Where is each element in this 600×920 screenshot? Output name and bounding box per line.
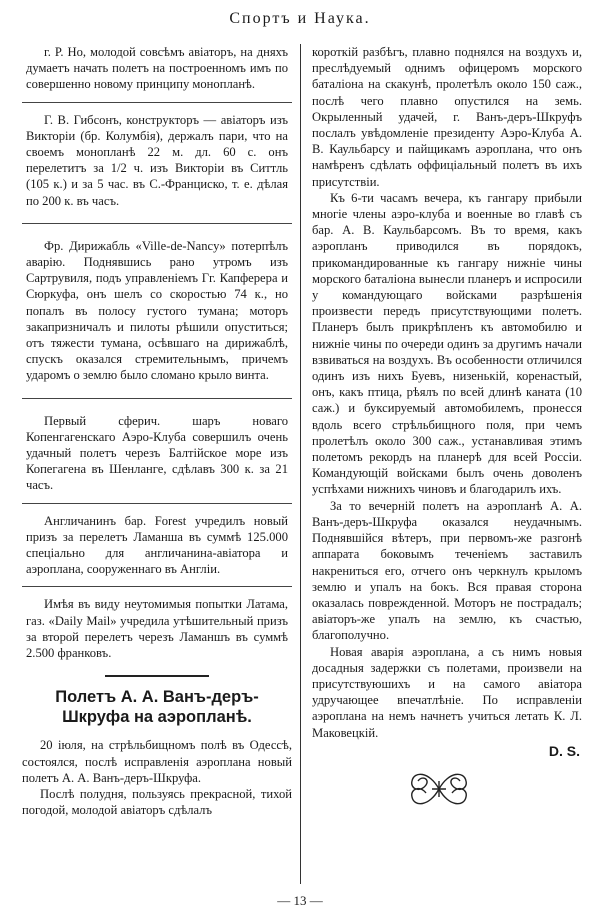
column-divider xyxy=(300,44,301,884)
article-paragraph: Новая аварія аэроплана, а съ нимъ новыя досадныя задержки съ полетами, произвели на присутствуюшихъ и на самого авіатора удручающее впечатлѣніе. По исправленіи аэроплана на немъ начнетъ учиться летать К. Л. Маковецкій. xyxy=(312,644,582,740)
page-number: — 13 — xyxy=(277,893,323,908)
news-item-ville-de-nancy: Фр. Дирижабль «Ville-de-Nancy» потерпѣлъ аварію. Поднявшись рано утромъ изъ Сартрувиля, подъ управленіемъ Гг. Капферера и Сюркуфа, онъ шелъ со скоростью 74 к., но попалъ въ полосу густого тумана; моторъ закапризничалъ и пилоты рѣшили опуститься; отъ тяжести тумана, осѣвшаго на дирижаблѣ, спускъ оказался стремительнымъ, причемъ ударомъ о землю было сломано крыло винта. xyxy=(26,238,288,383)
separator-rule xyxy=(22,586,292,587)
separator-rule xyxy=(22,102,292,103)
article-paragraph: 20 іюля, на стрѣльбищномъ полѣ въ Одессѣ, состоялся, послѣ исправленія аэроплана новый полетъ А. А. Ванъ-деръ-Шкруфа. xyxy=(22,738,292,785)
separator-rule xyxy=(22,503,292,504)
separator-rule xyxy=(22,223,292,224)
right-column xyxy=(312,44,582,811)
news-item-forest-prize: Англичанинъ бар. Forest учредилъ новый призъ за перелетъ Ламанша въ суммѣ 125.000 спеціально для англичанина-авіатора и аэроплана, сооруженнаго въ Англіи. xyxy=(26,513,288,577)
flourish-ornament-icon xyxy=(404,767,474,811)
separator-rule xyxy=(22,398,292,399)
news-item-no: г. Р. Но, молодой совсѣмъ авіаторъ, на дняхъ думаетъ начать полетъ на построенномъ имъ по совершенно новому принципу монопланѣ. xyxy=(26,45,288,92)
running-header: Спортъ и Наука. xyxy=(229,10,371,27)
news-item-copenhagen: Первый сферич. шаръ новаго Копенгагенскаго Аэро-Клуба совершилъ очень удачный полетъ черезъ Балтійское море изъ Копегагена въ Шенланге, сдѣлавъ 300 к. за 21 часъ. xyxy=(26,413,288,493)
article-headline: Полетъ А. А. Ванъ-деръ-Шкруфа на аэропланѣ. xyxy=(55,688,259,727)
author-signature: D. S. xyxy=(548,742,580,759)
left-column xyxy=(22,44,292,818)
heading-divider xyxy=(105,675,209,677)
article-paragraph: короткій разбѣгъ, плавно поднялся на воздухъ и, преслѣдуемый однимъ офицеромъ морского баталіона на скакунѣ, пролетѣлъ около 150 саж., послѣ чего плавно опустился на земь. Окрыленный удачей, г. Ванъ-деръ-Шкруфъ послалъ увѣдомленіе президенту Аэро-Клуба А. В. Каульбарсу и пайщикамъ аэроплана, что онъ намѣренъ сдѣлать оффиціальный полетъ въ ихъ присутствіи. xyxy=(312,45,582,189)
article-paragraph: За то вечерній полетъ на аэропланѣ А. А. Ванъ-деръ-Шкруфа оказался неудачнымъ. Поднявшійся вѣтеръ, при первомъ-же разгонѣ аппарата боковымъ теченіемъ заставилъ накрениться его, отчего онъ черкнулъ крыломъ землю и упалъ на бокъ. Вся правая сторона оказалась поврежденной. Моторъ не пострадалъ; авіаторъ-же упалъ на землю, къ счастью, благополучно. xyxy=(312,498,582,643)
article-paragraph: Къ 6-ти часамъ вечера, къ гангару прибыли многіе члены аэро-клуба и военные во главѣ съ бар. А. В. Каульбарсомъ. Въ то время, какъ аэропланъ приводился въ порядокъ, прикомандированные къ гангару нижніе чины морского баталіона вынесли планеръ и испросили у командующаго войсками разрѣшенія произвести передъ присутствующими полетъ. Планеръ былъ прикрѣпленъ къ автомобилю и нижніе чины по очереди одинъ за другимъ начали взвиваться на воздухъ. Въ особенности отличился одинъ изъ нихъ Буевъ, низенькій, коренастый, онъ, какъ птица, рѣялъ по всей длинѣ каната (10 саж.) и буксируемый автомобилемъ, пронесся вдоль всего стрѣльбищного поля, при чемъ пролетѣлъ около 300 саж., устанавливая этимъ полетомъ рекордъ на планерѣ для всей Россіи. Командующій войсками былъ очень доволенъ успѣхами нижнихъ чиновъ и благодарилъ ихъ. xyxy=(312,190,582,497)
article-paragraph: Послѣ полудня, пользуясь прекрасной, тихой погодой, молодой авіаторъ сдѣлалъ xyxy=(22,786,292,818)
news-item-daily-mail: Имѣя въ виду неутомимыя попытки Латама, газ. «Daily Mail» учредила утѣшительный призъ за второй перелетъ черезъ Ламаншъ въ суммѣ 2.500 франковъ. xyxy=(26,597,288,661)
news-item-gibson: Г. В. Гибсонъ, конструкторъ — авіаторъ изъ Викторіи (бр. Колумбія), держалъ пари, что на своемъ монопланѣ 22 м. дл. 60 с. онъ перелетитъ за 1/2 ч. изъ Викторіи въ Ситтль (105 к.) и за 5 час. въ С.-Франциско, т. е. дѣлая по 200 к. въ часъ. xyxy=(26,112,288,208)
